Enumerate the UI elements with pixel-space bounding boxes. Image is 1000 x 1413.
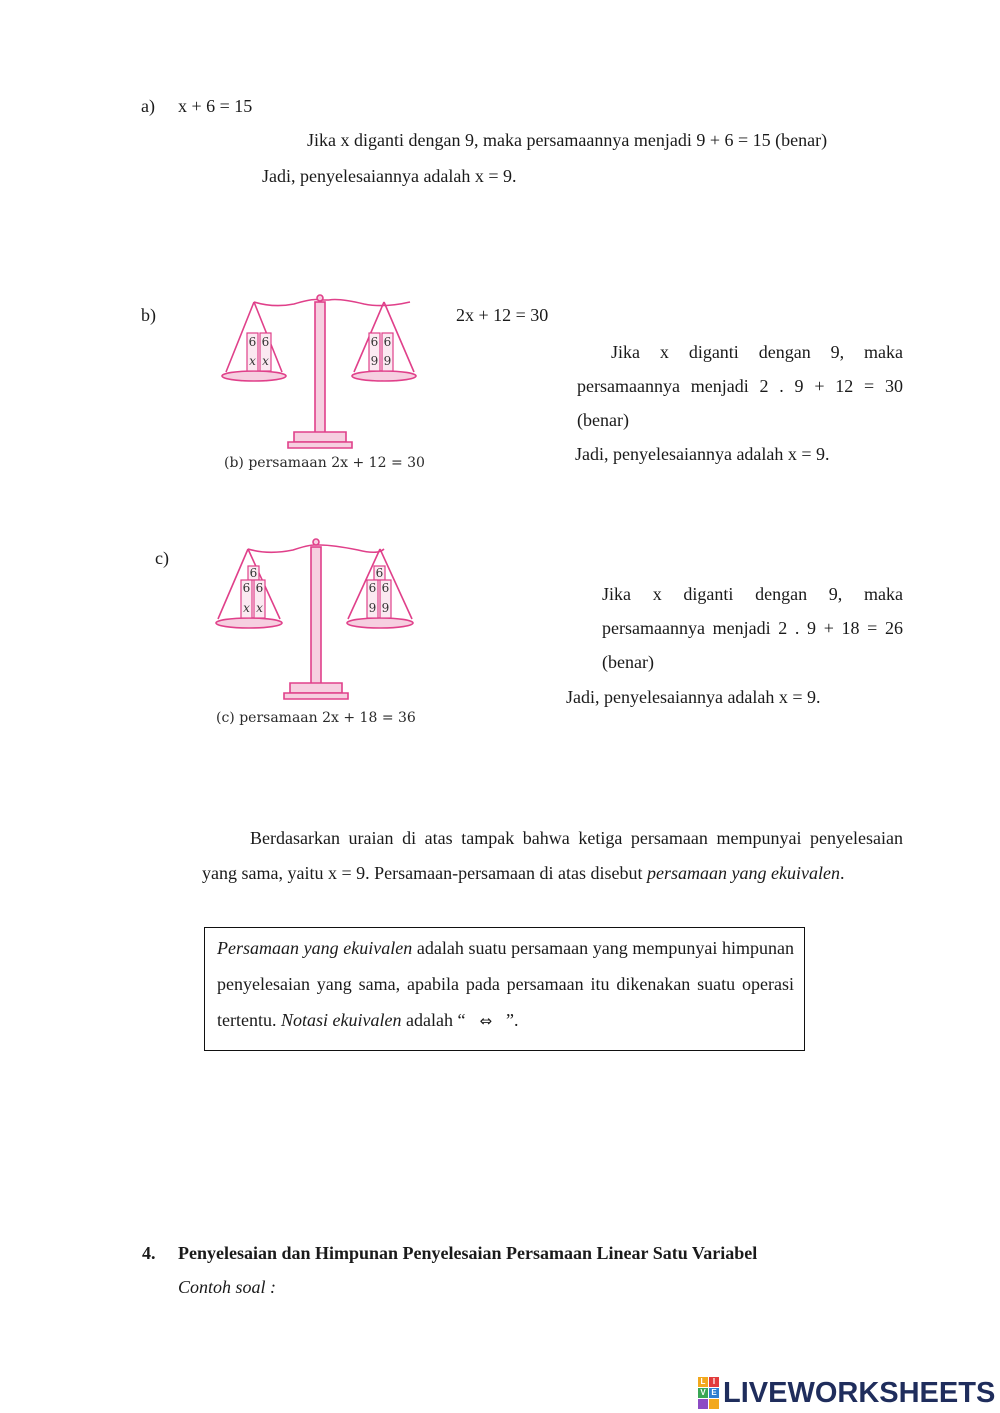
section4-subtitle: Contoh soal : xyxy=(178,1277,277,1297)
fig-c-right-bottom-1: 9 xyxy=(368,601,377,615)
fig-c-right-bottom-2: 9 xyxy=(381,601,390,615)
balance-scale-b-figure xyxy=(214,290,446,476)
fig-c-left-middle-1: 6 xyxy=(242,581,251,595)
notation-end: ”. xyxy=(506,1010,519,1030)
item-a-conclusion: Jadi, penyelesaiannya adalah x = 9. xyxy=(262,166,517,186)
fig-b-right-bottom-2: 9 xyxy=(383,354,392,368)
fig-c-right-middle-1: 6 xyxy=(368,581,377,595)
item-a-substitution: Jika x diganti dengan 9, maka persamaannya menjadi 9 + 6 = 15 (benar) xyxy=(307,130,828,150)
notation-symbol: ⇔ xyxy=(479,1012,493,1030)
item-b-label: b) xyxy=(141,305,156,325)
item-a-equation: x + 6 = 15 xyxy=(178,96,253,116)
section4-title: Penyelesaian dan Himpunan Penyelesaian Persamaan Linear Satu Variabel xyxy=(178,1243,758,1263)
section4-number: 4. xyxy=(142,1243,156,1263)
fig-b-left-top-2: 6 xyxy=(261,335,270,349)
fig-c-right-middle-2: 6 xyxy=(381,581,390,595)
definition-box xyxy=(204,927,805,1051)
fig-b-left-bottom-2: x xyxy=(262,354,269,368)
fig-c-left-bottom-1: x xyxy=(243,601,250,615)
summary-term: persamaan yang ekuivalen xyxy=(647,863,840,883)
fig-b-left-bottom-1: x xyxy=(249,354,256,368)
item-b-equation: 2x + 12 = 30 xyxy=(456,305,549,325)
fig-c-right-top: 6 xyxy=(375,566,384,580)
definition-term: Persamaan yang ekuivalen xyxy=(217,938,413,958)
item-c-conclusion: Jadi, penyelesaiannya adalah x = 9. xyxy=(566,687,821,707)
definition-body: adalah suatu persamaan yang mempunyai himpunan penyelesaian yang sama, apabila pada persamaan itu dikenakan suatu operasi tertentu. xyxy=(217,938,794,1030)
fig-b-right-top-1: 6 xyxy=(370,335,379,349)
summary-text: Berdasarkan uraian di atas tampak bahwa ketiga persamaan mempunyai penyelesaian yang sama, yaitu x = 9. Persamaan-persamaan di atas disebut xyxy=(202,828,903,883)
fig-b-caption: (b) persamaan 2x + 12 = 30 xyxy=(224,455,425,471)
summary-end: . xyxy=(839,863,845,883)
fig-b-right-bottom-1: 9 xyxy=(370,354,379,368)
item-c-label: c) xyxy=(155,548,169,568)
summary-paragraph xyxy=(202,821,903,891)
fig-c-caption: (c) persamaan 2x + 18 = 36 xyxy=(216,710,416,726)
fig-c-left-top: 6 xyxy=(249,566,258,580)
definition-text xyxy=(217,930,794,1039)
fig-b-right-top-2: 6 xyxy=(383,335,392,349)
fig-b-left-top-1: 6 xyxy=(248,335,257,349)
fig-c-left-bottom-2: x xyxy=(256,601,263,615)
liveworksheets-wordmark: LIVEWORKSHEETS xyxy=(723,1376,996,1409)
item-c-substitution: Jika x diganti dengan 9, maka persamaannya menjadi 2 . 9 + 18 = 26 (benar) xyxy=(602,584,903,672)
item-a-label: a) xyxy=(141,96,155,116)
liveworksheets-logo xyxy=(698,1376,995,1410)
balance-scale-c-figure xyxy=(208,533,440,729)
liveworksheets-mark-icon: L I V E xyxy=(698,1377,719,1409)
notation-label: Notasi ekuivalen xyxy=(280,1010,402,1030)
fig-c-left-middle-2: 6 xyxy=(255,581,264,595)
item-b-conclusion: Jadi, penyelesaiannya adalah x = 9. xyxy=(575,444,830,464)
item-b-substitution: Jika x diganti dengan 9, maka persamaannya menjadi 2 . 9 + 12 = 30 (benar) xyxy=(577,342,903,430)
notation-text: adalah “ xyxy=(405,1010,466,1030)
